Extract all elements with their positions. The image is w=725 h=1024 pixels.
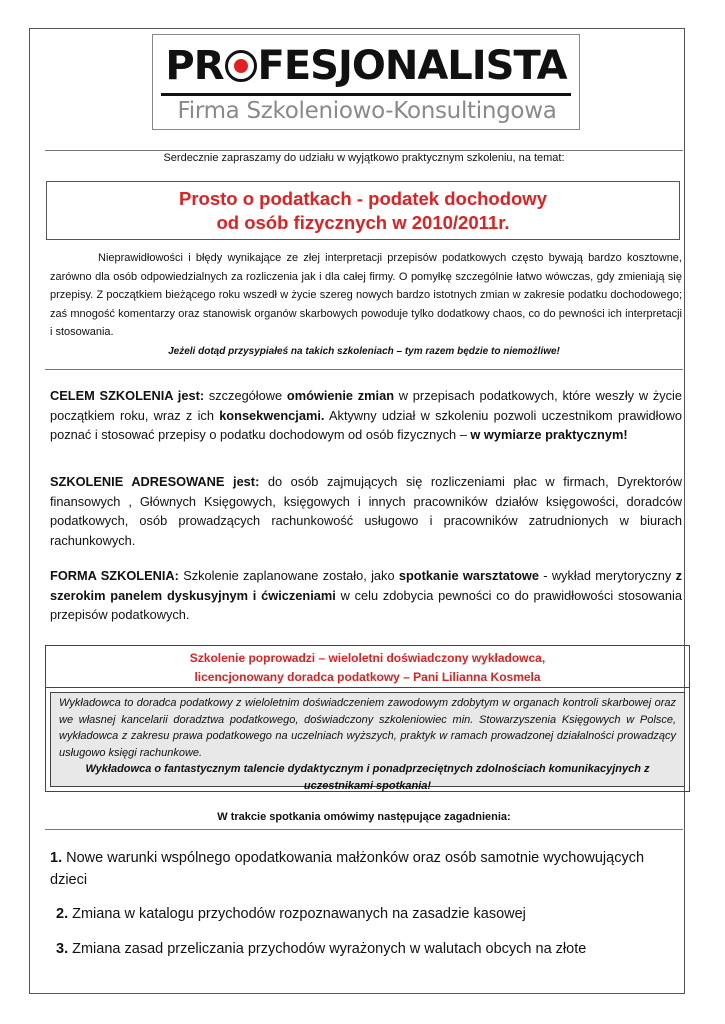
divider-bottom (45, 829, 683, 830)
lecturer-box (45, 645, 690, 792)
lecturer-header-line1: Szkolenie poprowadzi – wieloletni doświadczony wykładowca, (189, 651, 546, 665)
form-text-2: - wykład merytoryczny (538, 568, 676, 583)
logo-red-dot-icon (225, 50, 257, 82)
lecturer-header (46, 646, 689, 688)
logo-title-end: FESJONALISTA (257, 43, 567, 89)
training-title-box (46, 181, 680, 240)
goal-text-3: Aktywny udział w szkoleniu pozwoli uczestnikom prawidłowo poznać i stosować przepisy o podatku dochodowym od osób fizycznych – (50, 407, 682, 442)
lecturer-header-line2: licencjonowany doradca podatkowy – Pani Lilianna Kosmela (194, 670, 541, 684)
form-paragraph (50, 566, 682, 625)
goal-label: CELEM SZKOLENIA jest: (50, 388, 205, 403)
topic-number: 3. (56, 941, 69, 957)
goal-bold-3: w wymiarze praktycznym! (470, 427, 628, 442)
topic-text: Zmiana zasad przeliczania przychodów wyrażonych w walutach obcych na złote (68, 941, 587, 957)
topic-text: Zmiana w katalogu przychodów rozpoznawanych na zasadzie kasowej (68, 906, 526, 922)
form-text-1: Szkolenie zaplanowane zostało, jako (178, 568, 399, 583)
goal-bold-2: konsekwencjami. (219, 407, 325, 423)
form-bold-1: spotkanie warsztatowe (398, 568, 539, 583)
topic-item (50, 847, 680, 891)
topic-number: 1. (50, 850, 63, 866)
audience-paragraph (50, 472, 682, 550)
intro-paragraph: Nieprawidłowości i błędy wynikające ze złej interpretacji przepisów podatkowych często bywają bardzo kosztowne, zarówno dla osób odpowiedzialnych za rozliczenia jak i dla całej firmy. O pomyłkę szczególnie łatwo wówczas, gdy zmieniają się przepisy. Z początkiem bieżącego roku wszedł w życie szereg nowych bardzo istotnych zmian w zakresie podatku dochodowego; zaś mnogość komentarzy oraz stanowisk organów skarbowych powoduje tylko dodatkowy chaos, co do pewności ich interpretacji i stosowania. (50, 252, 682, 338)
topic-item (56, 938, 686, 960)
company-logo (152, 34, 580, 130)
form-label: FORMA SZKOLENIA: (50, 568, 179, 583)
audience-label: SZKOLENIE ADRESOWANE jest: (50, 474, 260, 489)
invitation-text: Serdecznie zapraszamy do udziału w wyjątkowo praktycznym szkoleniu, na temat: (163, 152, 565, 164)
divider-middle (45, 369, 683, 370)
form-bold-2: z szerokim panelem dyskusyjnym i ćwiczeniami (50, 568, 682, 603)
goal-bold-1: omówienie zmian (286, 388, 395, 403)
topic-item (56, 903, 686, 925)
lecturer-description-box (50, 692, 685, 792)
lecturer-highlight: Wykładowca o fantastycznym talencie dydaktycznym i ponadprzeciętnych zdolnościach komunikacyjnych z uczestnikami spotkania! (85, 763, 650, 792)
lecturer-description: Wykładowca to doradca podatkowy z wieloletnim doświadczeniem zawodowym zdobytym w organach kontroli skarbowej oraz we własnej kancelarii doradztwa podatkowego, doświadczony szkoleniowiec min. Stowarzyszenia Księgowych w Polsce, wykładowca z zakresu prawa podatkowego na uczelniach wyższych, praktyk w ramach prowadzonej działalności prowadzący usługowo księgi rachunkowe. (59, 697, 676, 759)
training-title-line1: Prosto o podatkach - podatek dochodowy (179, 188, 547, 209)
goal-text-2: w przepisach podatkowych, które weszły w życie początkiem roku, wraz z ich (50, 388, 682, 423)
highlight-note: Jeżeli dotąd przysypiałeś na takich szkoleniach – tym razem będzie to niemożliwe! (168, 346, 560, 357)
topic-number: 2. (56, 906, 69, 922)
topics-heading: W trakcie spotkania omówimy następujące zagadnienia: (217, 811, 511, 823)
training-title-line2: od osób fizycznych w 2010/2011r. (216, 212, 510, 233)
logo-subtitle: Firma Szkoleniowo-Konsultingowa (177, 98, 557, 124)
logo-title-start: PR (165, 43, 224, 89)
topic-text: Nowe warunki wspólnego opodatkowania małżonków oraz osób samotnie wychowujących dzieci (50, 850, 645, 888)
logo-title (159, 39, 573, 93)
audience-text: do osób zajmujących się rozliczeniami płac w firmach, Dyrektorów finansowych , Głównych Księgowych, księgowych i innych pracowników działów księgowości, doradców podatkowych, osób prowadzących rachunkowość usługowo i pracowników zatrudnionych w biurach rachunkowych. (50, 474, 682, 548)
goal-paragraph (50, 386, 682, 445)
goal-text-1: szczegółowe (204, 388, 287, 403)
form-text-3: w celu zdobycia pewności co do prawidłowości stosowania przepisów podatkowych. (50, 587, 682, 622)
intro-section (50, 249, 682, 342)
